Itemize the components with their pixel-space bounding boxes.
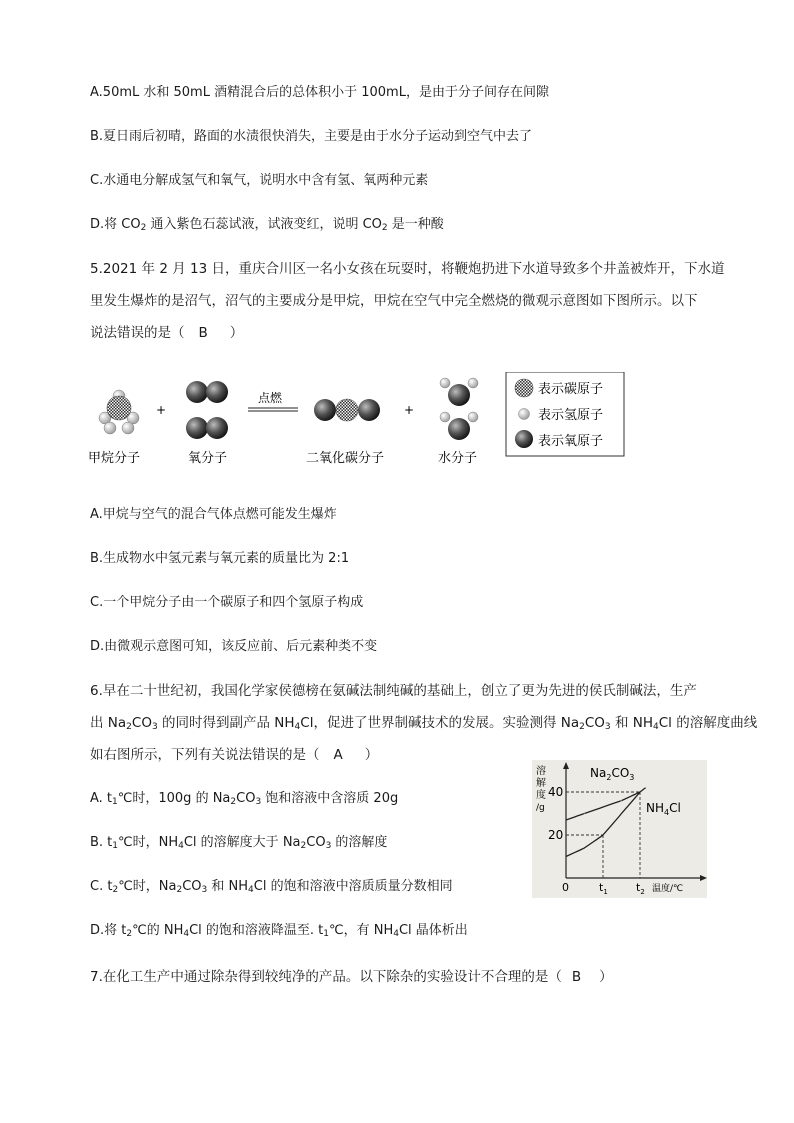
legend-oxygen: 表示氧原子 bbox=[538, 434, 604, 449]
q6-stem-line2: 出 $Na_2CO_3$ 的同时得到副产品 $NH_4Cl$，促进了世界制碱技术的发展。实验测得 $Na_2CO_3$ 和 $NH_4Cl$ 的溶解度曲线 bbox=[90, 715, 758, 732]
xlabel: 温度/℃ bbox=[652, 884, 684, 894]
ylabel-char-3: 度 bbox=[536, 790, 546, 801]
co2-label: 二氧化碳分子 bbox=[306, 451, 385, 466]
methane-molecule bbox=[99, 390, 139, 434]
q5-option-b: B.生成物水中氢元素与氧元素的质量比为 2:1 bbox=[90, 551, 350, 566]
tick-label-t2: $t_2$ bbox=[636, 881, 645, 896]
q5-option-d: D.由微观示意图可知，该反应前、后元素种类不变 bbox=[90, 639, 378, 654]
solubility-chart bbox=[532, 760, 707, 898]
q4-option-d: D.将 $CO_2$ 通入紫色石蕊试液，试液变红，说明 $CO_2$ 是一种酸 bbox=[90, 217, 444, 233]
plus-sign-2: + bbox=[404, 403, 415, 417]
q5-option-a: A.甲烷与空气的混合气体点燃可能发生爆炸 bbox=[90, 507, 337, 522]
q4-option-a: A.50mL 水和 50mL 酒精混合后的总体积小于 100mL，是由于分子间存在间隙 bbox=[90, 85, 549, 100]
q5-stem-line2: 里发生爆炸的是沼气，沼气的主要成分是甲烷，甲烷在空气中完全燃烧的微观示意图如下图所示。以下 bbox=[90, 293, 698, 309]
q7-stem: 7.在化工生产中通过除杂得到较纯净的产品。以下除杂的实验设计不合理的是（ B ） bbox=[90, 969, 613, 985]
q5-option-c: C.一个甲烷分子由一个碳原子和四个氢原子构成 bbox=[90, 595, 364, 610]
q5-stem-line1: 5.2021 年 2 月 13 日，重庆合川区一名小女孩在玩耍时，将鞭炮扔进下水道导致多个井盖被炸开，下水道 bbox=[90, 261, 725, 277]
q5-answer: B bbox=[198, 325, 208, 341]
tick-label-40: 40 bbox=[548, 785, 564, 799]
methane-combustion-diagram bbox=[88, 372, 628, 472]
ylabel-char-4: /g bbox=[536, 803, 545, 813]
q6-option-c: C. $t_2℃$时，$Na_2CO_3$ 和 $NH_4Cl$ 的饱和溶液中溶质质量分数相同 bbox=[90, 879, 453, 895]
tick-label-t1: $t_1$ bbox=[599, 881, 608, 896]
plus-sign: + bbox=[156, 403, 167, 417]
legend-carbon: 表示碳原子 bbox=[538, 382, 604, 397]
water-molecules bbox=[440, 378, 478, 440]
tick-label-20: 20 bbox=[548, 828, 564, 842]
series-na2co3-label: $Na_2CO_3$ bbox=[590, 766, 635, 782]
q4-option-b: B.夏日雨后初晴，路面的水渍很快消失，主要是由于水分子运动到空气中去了 bbox=[90, 129, 533, 144]
oxygen-molecules bbox=[186, 381, 228, 439]
co2-molecule bbox=[314, 399, 380, 421]
atom-legend bbox=[506, 372, 624, 456]
methane-label: 甲烷分子 bbox=[88, 450, 141, 465]
q6-stem-line1: 6.早在二十世纪初，我国化学家侯德榜在氨碱法制纯碱的基础上，创立了更为先进的侯氏制碱法，生产 bbox=[90, 683, 697, 699]
ylabel-char-1: 溶 bbox=[536, 766, 546, 777]
condition-label: 点燃 bbox=[258, 391, 283, 405]
q6-option-a: A. $t_1℃$时，100g 的 $Na_2CO_3$ 饱和溶液中含溶质 20g bbox=[90, 791, 399, 807]
q6-answer: A bbox=[333, 747, 343, 763]
q5-stem-line3: 说法错误的是（ B ） bbox=[90, 325, 244, 341]
q4-option-c: C.水通电分解成氢气和氧气，说明水中含有氢、氧两种元素 bbox=[90, 173, 429, 188]
tick-label-0: 0 bbox=[562, 881, 569, 894]
q7-answer: B bbox=[571, 969, 582, 985]
water-label: 水分子 bbox=[438, 451, 478, 466]
q6-stem-line3: 如右图所示，下列有关说法错误的是（ A ） bbox=[90, 747, 379, 763]
legend-hydrogen: 表示氢原子 bbox=[538, 408, 604, 423]
oxygen-label: 氧分子 bbox=[188, 451, 228, 466]
series-nh4cl-label: $NH_4Cl$ bbox=[646, 801, 681, 817]
ylabel-char-2: 解 bbox=[536, 778, 546, 789]
q6-option-d: D.将 $t_2℃$的 $NH_4Cl$ 的饱和溶液降温至. $t_1℃$，有 $NH_4Cl$ 晶体析出 bbox=[90, 923, 468, 939]
q6-option-b: B. $t_1℃$时，$NH_4Cl$ 的溶解度大于 $Na_2CO_3$ 的溶解度 bbox=[90, 835, 388, 851]
